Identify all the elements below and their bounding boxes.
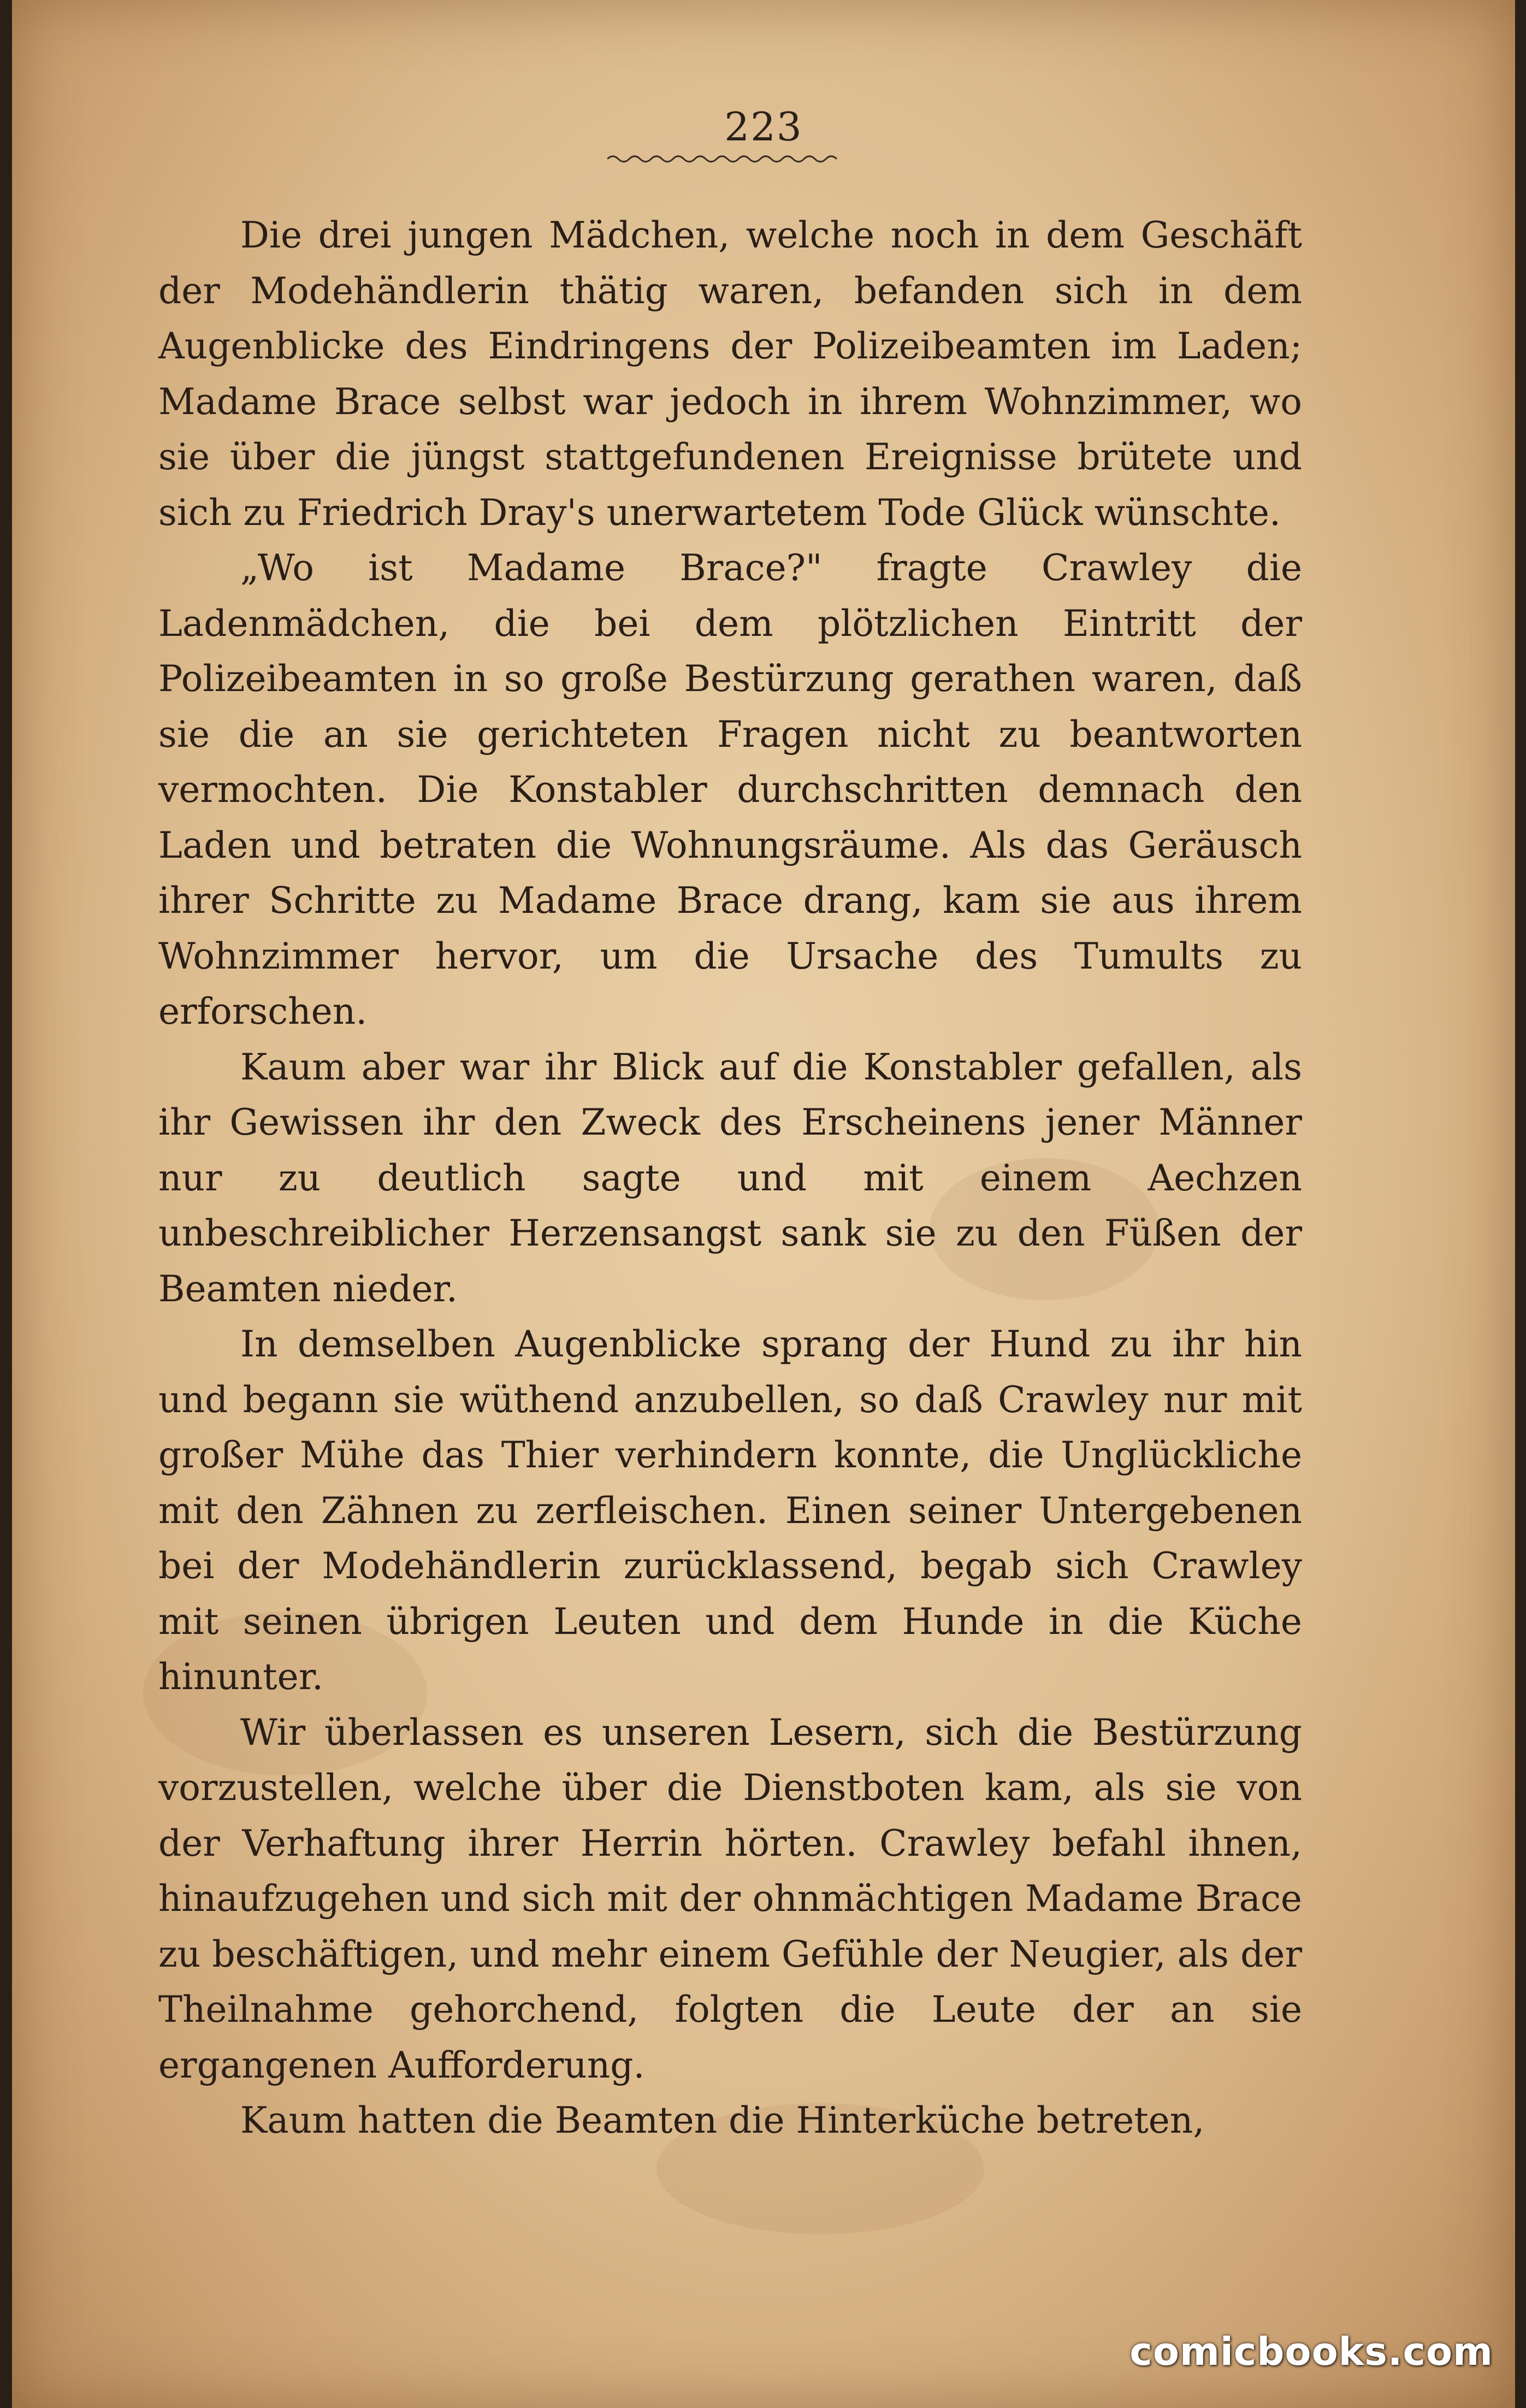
- paragraph: Die drei jungen Mädchen, welche noch in dem Geschäft der Modehändlerin thätig waren, befanden sich in dem Augenblicke des Eindringens der Polizeibeamten im Laden; Madame Brace selbst war jedoch in ihrem Wohnzimmer, wo sie über die jüngst stattgefundenen Ereignisse brütete und sich zu Friedrich Dray's unerwartetem Tode Glück wünschte.: [158, 214, 1302, 534]
- paragraph: Kaum aber war ihr Blick auf die Konstabler gefallen, als ihr Gewissen ihr den Zweck des Erscheinens jener Männer nur zu deutlich sagte und mit einem Aechzen unbeschreiblicher Herzensangst sank sie zu den Füßen der Beamten nieder.: [158, 1046, 1302, 1310]
- body-text: [158, 208, 1302, 2149]
- paragraph: Kaum hatten die Beamten die Hinterküche betreten,: [240, 2099, 1205, 2141]
- page-number: 223: [724, 104, 803, 150]
- ornament-divider: [607, 151, 842, 167]
- paragraph: „Wo ist Madame Brace?" fragte Crawley die Ladenmädchen, die bei dem plötzlichen Eintritt der Polizeibeamten in so große Bestürzung gerathen waren, daß sie die an sie gerichteten Fragen nicht zu beantworten vermochten. Die Konstabler durchschritten demnach den Laden und betraten die Wohnungsräume. Als das Geräusch ihrer Schritte zu Madame Brace drang, kam sie aus ihrem Wohnzimmer hervor, um die Ursache des Tumults zu erforschen.: [158, 547, 1302, 1032]
- paragraph: Wir überlassen es unseren Lesern, sich die Bestürzung vorzustellen, welche über die Dienstboten kam, als sie von der Verhaftung ihrer Herrin hörten. Crawley befahl ihnen, hinaufzugehen und sich mit der ohnmächtigen Madame Brace zu beschäftigen, und mehr einem Gefühle der Neugier, als der Theilnahme gehorchend, folgten die Leute der an sie ergangenen Aufforderung.: [158, 1711, 1302, 2086]
- watermark: comicbooks.com: [1129, 2329, 1493, 2374]
- book-page: [12, 0, 1515, 2408]
- paragraph: In demselben Augenblicke sprang der Hund zu ihr hin und begann sie wüthend anzubellen, so daß Crawley nur mit großer Mühe das Thier verhindern konnte, die Unglückliche mit den Zähnen zu zerfleischen. Einen seiner Untergebenen bei der Modehändlerin zurücklassend, begab sich Crawley mit seinen übrigen Leuten und dem Hunde in die Küche hinunter.: [158, 1323, 1302, 1698]
